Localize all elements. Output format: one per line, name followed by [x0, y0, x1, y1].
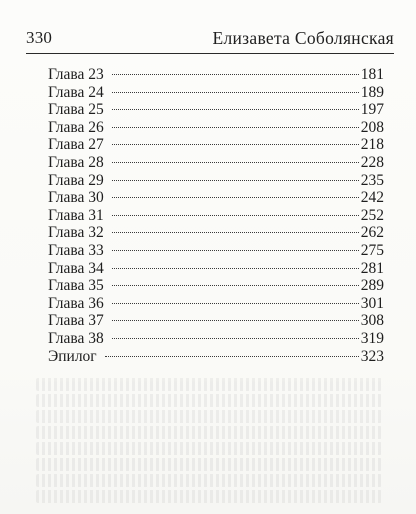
- toc-entry-label: Глава 29: [48, 171, 104, 189]
- running-title: Елизавета Соболянская: [212, 28, 394, 48]
- table-of-contents: [48, 66, 384, 365]
- page-number: 330: [26, 28, 53, 47]
- dot-leader: [112, 250, 359, 251]
- toc-entry: [48, 260, 384, 278]
- dot-leader: [112, 320, 359, 321]
- toc-entry-label: Глава 30: [48, 189, 104, 207]
- toc-entry-label: Глава 37: [48, 312, 104, 330]
- toc-entry-page: 262: [360, 224, 384, 242]
- toc-entry-page: 197: [360, 101, 384, 119]
- toc-entry: [48, 330, 384, 348]
- dot-leader: [112, 127, 359, 128]
- toc-entry: [48, 172, 384, 190]
- toc-entry-label: Глава 32: [48, 224, 104, 242]
- toc-entry: [48, 101, 384, 119]
- toc-entry: [48, 119, 384, 137]
- toc-entry-page: 189: [360, 83, 384, 101]
- toc-entry-label: Глава 25: [48, 101, 104, 119]
- dot-leader: [112, 338, 359, 339]
- toc-entry-page: 208: [360, 118, 384, 136]
- dot-leader: [112, 180, 359, 181]
- toc-entry: [48, 277, 384, 295]
- show-through-line: [36, 378, 382, 391]
- toc-entry-label: Глава 26: [48, 118, 104, 136]
- show-through-line: [36, 490, 382, 503]
- show-through-line: [36, 410, 382, 423]
- dot-leader: [112, 74, 359, 75]
- dot-leader: [112, 303, 359, 304]
- toc-entry-page: 218: [360, 136, 384, 154]
- toc-entry-label: Глава 28: [48, 153, 104, 171]
- toc-entry-label: Глава 27: [48, 136, 104, 154]
- toc-entry-page: 281: [360, 259, 384, 277]
- toc-entry-page: 228: [360, 153, 384, 171]
- toc-entry: [48, 207, 384, 225]
- toc-entry: [48, 242, 384, 260]
- dot-leader: [112, 285, 359, 286]
- toc-entry: [48, 348, 384, 366]
- toc-entry: [48, 154, 384, 172]
- toc-entry: [48, 295, 384, 313]
- toc-entry: [48, 84, 384, 102]
- toc-entry-label: Глава 24: [48, 83, 104, 101]
- toc-entry-page: 235: [360, 171, 384, 189]
- dot-leader: [112, 197, 359, 198]
- show-through-line: [36, 426, 382, 439]
- toc-entry-label: Глава 36: [48, 294, 104, 312]
- toc-entry: [48, 224, 384, 242]
- dot-leader: [112, 92, 359, 93]
- toc-entry: [48, 312, 384, 330]
- toc-entry-label: Глава 38: [48, 329, 104, 347]
- dot-leader: [105, 356, 359, 357]
- toc-entry-page: 242: [360, 189, 384, 207]
- show-through-line: [36, 458, 382, 471]
- show-through-line: [36, 442, 382, 455]
- toc-entry-page: 289: [360, 277, 384, 295]
- header-rule: [26, 53, 394, 54]
- show-through-line: [36, 394, 382, 407]
- dot-leader: [112, 144, 359, 145]
- toc-entry-label: Глава 33: [48, 241, 104, 259]
- toc-entry-page: 301: [360, 294, 384, 312]
- toc-entry-label: Глава 35: [48, 277, 104, 295]
- toc-entry-label: Глава 34: [48, 259, 104, 277]
- dot-leader: [112, 232, 359, 233]
- dot-leader: [112, 268, 359, 269]
- running-header: [26, 26, 394, 52]
- toc-entry-label: Глава 31: [48, 206, 104, 224]
- reverse-side-show-through: [36, 378, 382, 506]
- toc-entry: [48, 136, 384, 154]
- toc-entry-label: Эпилог: [48, 347, 97, 365]
- toc-entry-page: 308: [360, 312, 384, 330]
- toc-entry-page: 319: [360, 329, 384, 347]
- toc-entry: [48, 66, 384, 84]
- toc-entry-page: 252: [360, 206, 384, 224]
- toc-entry-page: 181: [360, 66, 384, 83]
- toc-entry-page: 275: [360, 241, 384, 259]
- show-through-line: [36, 474, 382, 487]
- dot-leader: [112, 162, 359, 163]
- toc-entry-label: Глава 23: [48, 66, 104, 83]
- toc-entry: [48, 189, 384, 207]
- dot-leader: [112, 109, 359, 110]
- toc-entry-page: 323: [360, 347, 384, 365]
- dot-leader: [112, 215, 359, 216]
